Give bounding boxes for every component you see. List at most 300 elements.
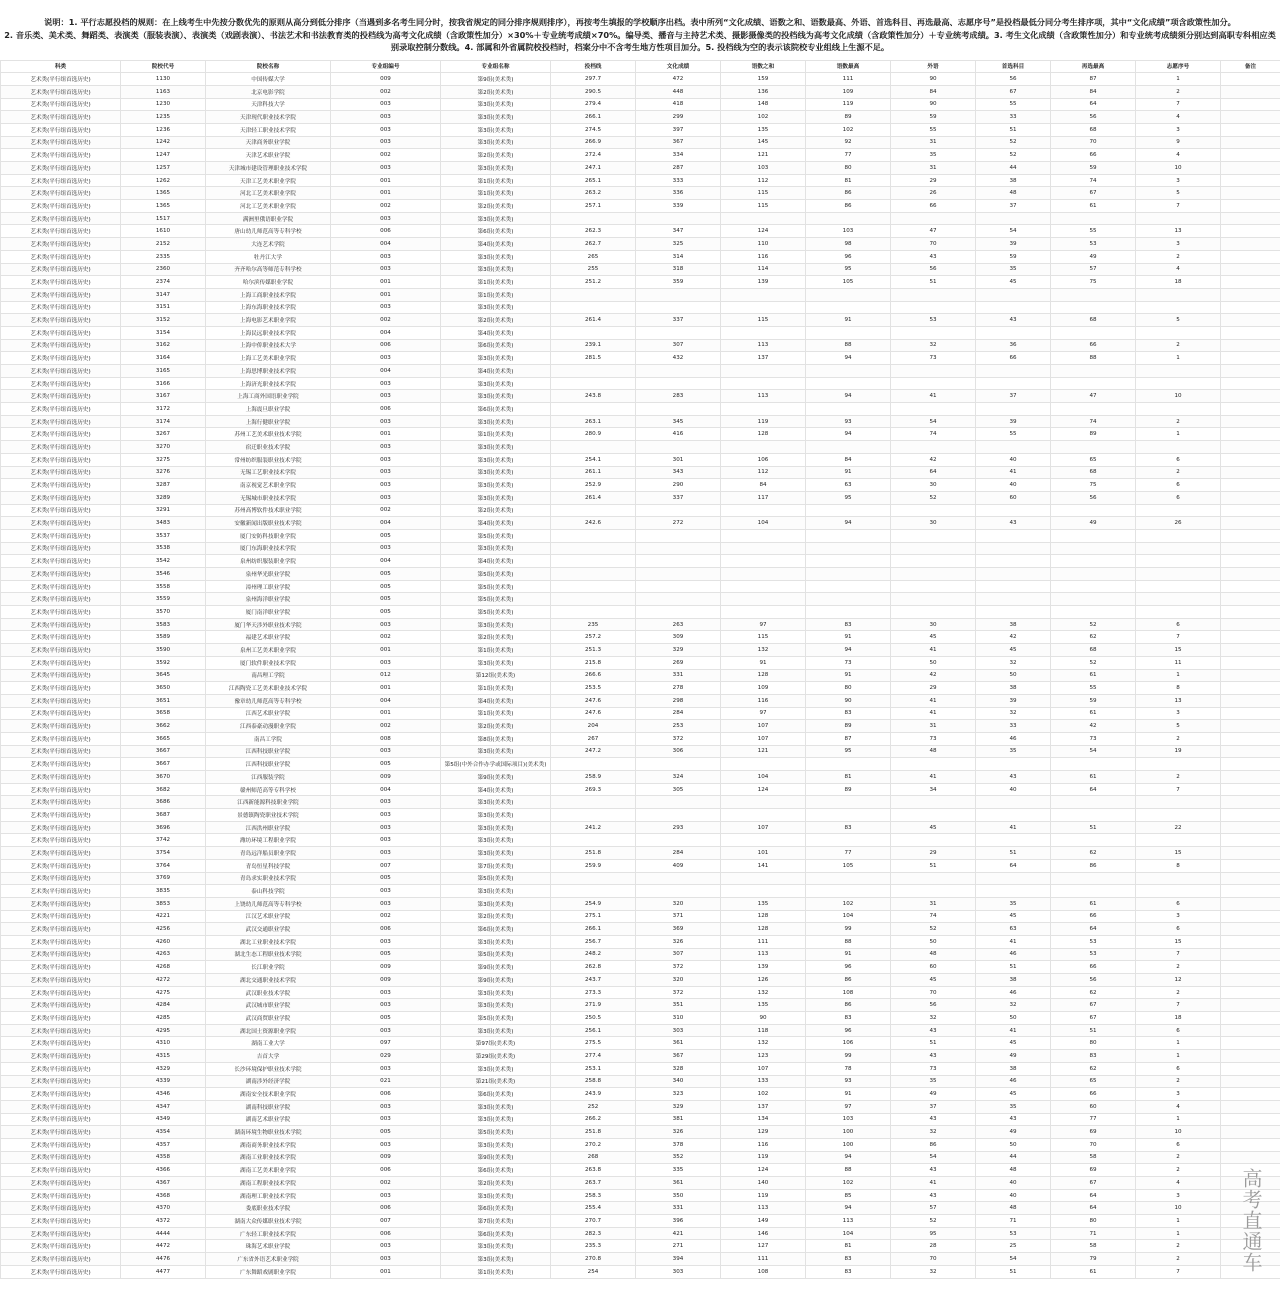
table-cell: 4 xyxy=(1136,1177,1221,1190)
table-cell: 54 xyxy=(976,1253,1051,1266)
table-row xyxy=(1,288,1280,301)
table-cell: 003 xyxy=(331,491,441,504)
table-cell: 53 xyxy=(1051,935,1136,948)
table-cell xyxy=(891,403,976,416)
table-cell: 江汉艺术职业学院 xyxy=(206,910,331,923)
table-cell: 416 xyxy=(636,428,721,441)
table-cell: 115 xyxy=(721,631,806,644)
table-cell: 8 xyxy=(1136,859,1221,872)
cell-remark xyxy=(1221,999,1280,1012)
table-cell: 73 xyxy=(891,732,976,745)
table-cell: 127 xyxy=(721,1240,806,1253)
table-cell: 64 xyxy=(1051,1202,1136,1215)
table-cell: 6 xyxy=(1136,491,1221,504)
cell-category: 艺术类(平行组首选历史) xyxy=(1,796,121,809)
table-cell: 204 xyxy=(551,720,636,733)
table-cell: 31 xyxy=(891,897,976,910)
cell-category: 艺术类(平行组首选历史) xyxy=(1,593,121,606)
table-cell: 54 xyxy=(1051,745,1136,758)
table-cell: 005 xyxy=(331,872,441,885)
cell-category: 艺术类(平行组首选历史) xyxy=(1,162,121,175)
table-cell xyxy=(1136,441,1221,454)
table-cell xyxy=(976,529,1051,542)
table-cell: 91 xyxy=(806,1088,891,1101)
table-cell: 003 xyxy=(331,897,441,910)
table-cell: 361 xyxy=(636,1177,721,1190)
table-cell: 第5组(中外合作办学或国际项目)(美术类) xyxy=(441,758,551,771)
table-cell: 77 xyxy=(806,149,891,162)
table-cell: 103 xyxy=(806,225,891,238)
table-cell: 274.5 xyxy=(551,123,636,136)
table-cell: 124 xyxy=(721,1164,806,1177)
table-cell: 52 xyxy=(976,136,1051,149)
table-cell: 3174 xyxy=(121,415,206,428)
table-cell: 第3组(美术类) xyxy=(441,1138,551,1151)
cell-remark xyxy=(1221,948,1280,961)
table-cell: 41 xyxy=(891,771,976,784)
table-cell: 252.9 xyxy=(551,479,636,492)
table-cell: 49 xyxy=(1051,517,1136,530)
table-cell: 第29组(美术类) xyxy=(441,1050,551,1063)
cell-category: 艺术类(平行组首选历史) xyxy=(1,136,121,149)
cell-remark xyxy=(1221,314,1280,327)
table-cell: 378 xyxy=(636,1138,721,1151)
table-cell: 307 xyxy=(636,339,721,352)
table-cell xyxy=(1136,809,1221,822)
cell-category: 艺术类(平行组首选历史) xyxy=(1,720,121,733)
table-cell: 263.1 xyxy=(551,415,636,428)
table-cell: 38 xyxy=(976,1062,1051,1075)
table-cell xyxy=(721,288,806,301)
table-cell: 漳州理工职业学院 xyxy=(206,580,331,593)
table-row xyxy=(1,771,1280,784)
table-cell: 004 xyxy=(331,326,441,339)
table-cell: 32 xyxy=(976,707,1051,720)
table-cell xyxy=(636,403,721,416)
table-cell: 7 xyxy=(1136,783,1221,796)
cell-remark xyxy=(1221,73,1280,86)
table-cell: 104 xyxy=(806,910,891,923)
table-row xyxy=(1,326,1280,339)
table-cell: 134 xyxy=(721,1113,806,1126)
table-cell: 3558 xyxy=(121,580,206,593)
table-cell xyxy=(1051,796,1136,809)
table-cell: 70 xyxy=(1051,1138,1136,1151)
table-cell: 56 xyxy=(891,999,976,1012)
table-cell: 第3组(美术类) xyxy=(441,111,551,124)
cell-category: 艺术类(平行组首选历史) xyxy=(1,771,121,784)
cell-remark xyxy=(1221,212,1280,225)
table-cell xyxy=(891,885,976,898)
table-cell xyxy=(636,593,721,606)
table-cell: 003 xyxy=(331,1113,441,1126)
table-cell: 263 xyxy=(636,618,721,631)
table-cell xyxy=(721,606,806,619)
table-cell: 60 xyxy=(976,491,1051,504)
table-cell: 66 xyxy=(1051,339,1136,352)
table-cell: 95 xyxy=(806,263,891,276)
table-cell: 30 xyxy=(891,517,976,530)
table-cell: 113 xyxy=(721,339,806,352)
table-cell: 河北工艺美术职业学院 xyxy=(206,200,331,213)
table-cell xyxy=(551,758,636,771)
table-cell: 309 xyxy=(636,631,721,644)
table-cell: 3658 xyxy=(121,707,206,720)
table-cell: 第5组(美术类) xyxy=(441,606,551,619)
table-cell xyxy=(1136,758,1221,771)
table-cell: 003 xyxy=(331,453,441,466)
table-cell: 96 xyxy=(806,961,891,974)
table-cell: 41 xyxy=(891,694,976,707)
table-cell: 116 xyxy=(721,250,806,263)
table-cell: 44 xyxy=(976,1151,1051,1164)
table-cell: 40 xyxy=(976,479,1051,492)
table-cell xyxy=(1051,212,1136,225)
table-cell: 62 xyxy=(1051,986,1136,999)
table-cell xyxy=(721,555,806,568)
table-cell xyxy=(636,834,721,847)
table-cell: 009 xyxy=(331,771,441,784)
table-cell: 第4组(美术类) xyxy=(441,517,551,530)
table-cell: 43 xyxy=(891,1050,976,1063)
table-cell: 湖南工业职业技术学院 xyxy=(206,1151,331,1164)
table-cell xyxy=(1051,885,1136,898)
table-cell: 1262 xyxy=(121,174,206,187)
table-cell: 50 xyxy=(976,669,1051,682)
table-row xyxy=(1,1227,1280,1240)
table-cell: 267 xyxy=(551,732,636,745)
cell-category: 艺术类(平行组首选历史) xyxy=(1,809,121,822)
cell-remark xyxy=(1221,656,1280,669)
table-cell xyxy=(551,593,636,606)
table-cell: 26 xyxy=(891,187,976,200)
table-row xyxy=(1,555,1280,568)
table-row xyxy=(1,453,1280,466)
table-cell: 372 xyxy=(636,986,721,999)
table-cell: 45 xyxy=(891,631,976,644)
table-cell xyxy=(891,568,976,581)
cell-category: 艺术类(平行组首选历史) xyxy=(1,732,121,745)
table-cell: 001 xyxy=(331,276,441,289)
table-cell: 6 xyxy=(1136,1062,1221,1075)
table-cell: 4357 xyxy=(121,1138,206,1151)
table-cell: 第3组(美术类) xyxy=(441,1253,551,1266)
table-cell: 91 xyxy=(806,314,891,327)
table-cell: 006 xyxy=(331,923,441,936)
table-cell: 003 xyxy=(331,98,441,111)
table-cell: 58 xyxy=(1051,1240,1136,1253)
table-cell xyxy=(806,580,891,593)
cell-category: 艺术类(平行组首选历史) xyxy=(1,238,121,251)
table-cell xyxy=(891,441,976,454)
table-cell: 51 xyxy=(976,123,1051,136)
table-cell: 78 xyxy=(806,1062,891,1075)
table-cell: 天津艺术职业学院 xyxy=(206,149,331,162)
table-cell: 262.7 xyxy=(551,238,636,251)
table-cell: 天津城市建设管理职业技术学院 xyxy=(206,162,331,175)
table-cell xyxy=(891,529,976,542)
table-cell: 第4组(美术类) xyxy=(441,326,551,339)
table-cell: 109 xyxy=(806,85,891,98)
table-cell: 63 xyxy=(976,923,1051,936)
table-cell: 4349 xyxy=(121,1113,206,1126)
table-row xyxy=(1,580,1280,593)
table-cell: 10 xyxy=(1136,1202,1221,1215)
table-cell: 52 xyxy=(891,923,976,936)
cell-category: 艺术类(平行组首选历史) xyxy=(1,149,121,162)
table-cell xyxy=(806,326,891,339)
table-cell: 265.1 xyxy=(551,174,636,187)
table-cell: 251.8 xyxy=(551,1126,636,1139)
table-cell: 55 xyxy=(1051,225,1136,238)
table-cell: 第3组(美术类) xyxy=(441,542,551,555)
table-cell: 299 xyxy=(636,111,721,124)
table-cell: 31 xyxy=(891,720,976,733)
cell-remark xyxy=(1221,618,1280,631)
table-cell: 45 xyxy=(976,644,1051,657)
table-cell: 331 xyxy=(636,1202,721,1215)
table-cell: 003 xyxy=(331,441,441,454)
cell-category: 艺术类(平行组首选历史) xyxy=(1,1253,121,1266)
table-cell: 67 xyxy=(1051,999,1136,1012)
table-cell: 4329 xyxy=(121,1062,206,1075)
table-row xyxy=(1,847,1280,860)
table-cell: 30 xyxy=(891,618,976,631)
table-row xyxy=(1,365,1280,378)
cell-remark xyxy=(1221,796,1280,809)
cell-remark xyxy=(1221,390,1280,403)
table-cell: 004 xyxy=(331,517,441,530)
table-cell: 243.7 xyxy=(551,974,636,987)
table-cell xyxy=(551,872,636,885)
table-row xyxy=(1,606,1280,619)
table-row xyxy=(1,352,1280,365)
table-cell: 50 xyxy=(976,1138,1051,1151)
table-cell xyxy=(636,606,721,619)
table-row xyxy=(1,999,1280,1012)
table-cell xyxy=(636,288,721,301)
table-cell: 67 xyxy=(1051,187,1136,200)
table-cell: 6 xyxy=(1136,897,1221,910)
cell-category: 艺术类(平行组首选历史) xyxy=(1,758,121,771)
table-cell: 2374 xyxy=(121,276,206,289)
table-cell: 91 xyxy=(806,466,891,479)
table-cell: 无锡城市职业技术学院 xyxy=(206,491,331,504)
table-cell: 002 xyxy=(331,200,441,213)
table-cell xyxy=(976,568,1051,581)
table-cell: 48 xyxy=(891,948,976,961)
table-cell: 4346 xyxy=(121,1088,206,1101)
table-cell: 湖北交通职业技术学院 xyxy=(206,974,331,987)
table-cell: 006 xyxy=(331,1227,441,1240)
table-cell: 003 xyxy=(331,1253,441,1266)
table-row xyxy=(1,1113,1280,1126)
table-cell xyxy=(806,606,891,619)
table-cell: 62 xyxy=(1051,1062,1136,1075)
table-cell: 37 xyxy=(976,200,1051,213)
table-cell: 006 xyxy=(331,1202,441,1215)
table-row xyxy=(1,986,1280,999)
table-cell: 3289 xyxy=(121,491,206,504)
table-cell xyxy=(1136,593,1221,606)
table-row xyxy=(1,301,1280,314)
table-cell: 北京电影学院 xyxy=(206,85,331,98)
table-cell: 003 xyxy=(331,656,441,669)
table-cell: 92 xyxy=(806,136,891,149)
table-cell: 66 xyxy=(976,352,1051,365)
table-row xyxy=(1,1151,1280,1164)
table-row xyxy=(1,1189,1280,1202)
table-cell: 145 xyxy=(721,136,806,149)
cell-remark xyxy=(1221,669,1280,682)
table-cell xyxy=(806,885,891,898)
table-cell: 235 xyxy=(551,618,636,631)
table-cell: 3165 xyxy=(121,365,206,378)
table-cell xyxy=(636,885,721,898)
table-cell: 50 xyxy=(976,1012,1051,1025)
table-cell: 61 xyxy=(1051,1265,1136,1278)
table-row xyxy=(1,720,1280,733)
table-row xyxy=(1,162,1280,175)
table-cell: 54 xyxy=(891,1151,976,1164)
cell-category: 艺术类(平行组首选历史) xyxy=(1,314,121,327)
table-cell: 64 xyxy=(891,466,976,479)
table-cell: 满洲里俄语职业学院 xyxy=(206,212,331,225)
table-cell: 37 xyxy=(891,1100,976,1113)
table-cell: 111 xyxy=(721,1253,806,1266)
table-cell: 第9组(美术类) xyxy=(441,73,551,86)
table-cell: 1230 xyxy=(121,98,206,111)
cell-category: 艺术类(平行组首选历史) xyxy=(1,986,121,999)
table-cell: 253.1 xyxy=(551,1062,636,1075)
table-cell: 86 xyxy=(806,999,891,1012)
table-cell: 253.5 xyxy=(551,682,636,695)
table-cell: 89 xyxy=(806,111,891,124)
table-cell: 武汉职业技术学院 xyxy=(206,986,331,999)
table-row xyxy=(1,1062,1280,1075)
table-cell: 81 xyxy=(806,771,891,784)
table-cell: 253 xyxy=(636,720,721,733)
table-cell: 266.6 xyxy=(551,669,636,682)
table-cell xyxy=(1051,606,1136,619)
table-cell xyxy=(806,593,891,606)
table-cell xyxy=(891,796,976,809)
cell-remark xyxy=(1221,187,1280,200)
cell-remark xyxy=(1221,872,1280,885)
table-cell xyxy=(721,365,806,378)
table-cell: 4260 xyxy=(121,935,206,948)
table-cell: 湖南艺术职业学院 xyxy=(206,1113,331,1126)
table-row xyxy=(1,910,1280,923)
table-cell: 90 xyxy=(806,694,891,707)
table-cell: 第3组(美术类) xyxy=(441,301,551,314)
table-cell: 30 xyxy=(891,479,976,492)
table-cell: 67 xyxy=(976,85,1051,98)
cell-category: 艺术类(平行组首选历史) xyxy=(1,301,121,314)
table-cell: 3 xyxy=(1136,174,1221,187)
cell-category: 艺术类(平行组首选历史) xyxy=(1,1012,121,1025)
table-cell: 3538 xyxy=(121,542,206,555)
cell-category: 艺术类(平行组首选历史) xyxy=(1,580,121,593)
cell-remark xyxy=(1221,1012,1280,1025)
table-cell: 89 xyxy=(1051,428,1136,441)
table-cell xyxy=(636,326,721,339)
table-cell: 1365 xyxy=(121,187,206,200)
cell-category: 艺术类(平行组首选历史) xyxy=(1,98,121,111)
table-cell: 2 xyxy=(1136,415,1221,428)
table-cell: 江西艺术职业学院 xyxy=(206,707,331,720)
column-header: 专业组名称 xyxy=(441,60,551,73)
table-cell: 242.6 xyxy=(551,517,636,530)
table-cell: 湖南工程职业技术学院 xyxy=(206,1177,331,1190)
table-cell: 第2组(美术类) xyxy=(441,504,551,517)
table-cell: 第3组(美术类) xyxy=(441,1100,551,1113)
table-cell: 第6组(美术类) xyxy=(441,1164,551,1177)
table-cell xyxy=(551,301,636,314)
table-cell: 3546 xyxy=(121,568,206,581)
cell-category: 艺术类(平行组首选历史) xyxy=(1,1215,121,1228)
cell-remark xyxy=(1221,428,1280,441)
table-cell: 324 xyxy=(636,771,721,784)
table-cell: 107 xyxy=(721,732,806,745)
cell-remark xyxy=(1221,682,1280,695)
table-cell xyxy=(891,504,976,517)
table-cell: 270.7 xyxy=(551,1215,636,1228)
table-cell xyxy=(636,377,721,390)
table-cell: 94 xyxy=(806,517,891,530)
table-cell xyxy=(721,872,806,885)
table-cell: 2 xyxy=(1136,732,1221,745)
table-cell: 100 xyxy=(806,1138,891,1151)
table-cell: 94 xyxy=(806,1202,891,1215)
table-cell: 329 xyxy=(636,1100,721,1113)
cell-category: 艺术类(平行组首选历史) xyxy=(1,123,121,136)
table-cell: 81 xyxy=(806,1240,891,1253)
table-cell: 5 xyxy=(1136,720,1221,733)
table-row xyxy=(1,466,1280,479)
cell-category: 艺术类(平行组首选历史) xyxy=(1,441,121,454)
table-cell: 29 xyxy=(891,174,976,187)
table-cell xyxy=(551,542,636,555)
table-cell xyxy=(806,796,891,809)
cell-remark xyxy=(1221,326,1280,339)
table-cell: 307 xyxy=(636,948,721,961)
table-cell: 上海中侨职业技术大学 xyxy=(206,339,331,352)
table-cell: 47 xyxy=(891,225,976,238)
table-cell: 第3组(美术类) xyxy=(441,479,551,492)
table-cell xyxy=(551,529,636,542)
table-cell: 厦门东海职业技术学院 xyxy=(206,542,331,555)
table-cell: 112 xyxy=(721,466,806,479)
table-cell: 241.2 xyxy=(551,821,636,834)
cell-category: 艺术类(平行组首选历史) xyxy=(1,326,121,339)
table-cell: 284 xyxy=(636,847,721,860)
table-cell: 31 xyxy=(891,162,976,175)
table-cell: 第3组(美术类) xyxy=(441,999,551,1012)
column-header: 院校代号 xyxy=(121,60,206,73)
table-cell: 3275 xyxy=(121,453,206,466)
table-cell: 021 xyxy=(331,1075,441,1088)
cell-category: 艺术类(平行组首选历史) xyxy=(1,428,121,441)
table-cell: 10 xyxy=(1136,390,1221,403)
table-cell: 103 xyxy=(806,1113,891,1126)
table-cell: 51 xyxy=(1051,1024,1136,1037)
table-cell: 004 xyxy=(331,365,441,378)
table-cell xyxy=(636,529,721,542)
table-cell: 006 xyxy=(331,403,441,416)
table-row xyxy=(1,174,1280,187)
table-row xyxy=(1,618,1280,631)
